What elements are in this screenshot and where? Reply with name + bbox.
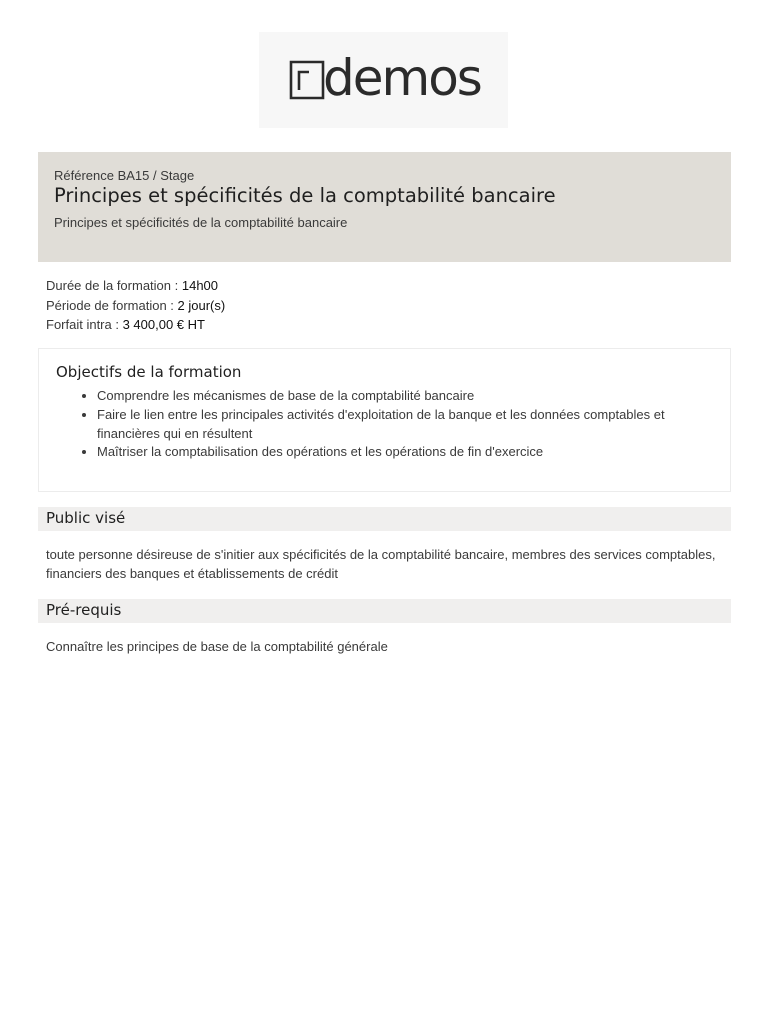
page-title: Principes et spécificités de la comptabilité bancaire xyxy=(54,184,556,207)
duration-label: Durée de la formation : xyxy=(46,278,182,293)
list-item: • Comprendre les mécanismes de base de la comptabilité bancaire xyxy=(97,387,687,406)
audience-text: toute personne désireuse de s'initier aux spécificités de la comptabilité bancaire, membres des services comptables, financiers des banques et établissements de crédit xyxy=(46,547,716,581)
audience-title: Public visé xyxy=(46,509,126,527)
prerequisites-title: Pré-requis xyxy=(46,601,122,619)
objectives-title: Objectifs de la formation xyxy=(56,363,242,381)
price-row xyxy=(46,315,225,335)
objectives-list xyxy=(97,387,687,462)
prerequisites-section-header xyxy=(38,599,731,623)
audience-section-header xyxy=(38,507,731,531)
logo-text: demos xyxy=(323,49,481,107)
course-reference: Référence BA15 / Stage xyxy=(54,168,195,183)
period-value: 2 jour(s) xyxy=(177,297,226,313)
price-value: 3 400,00 € HT xyxy=(122,317,205,332)
period-label: Période de formation : xyxy=(46,297,178,313)
list-item: • Maîtriser la comptabilisation des opérations et les opérations de fin d'exercice xyxy=(97,443,687,462)
course-header xyxy=(38,152,731,262)
course-facts xyxy=(46,276,225,335)
price-label: Forfait intra : xyxy=(46,317,123,332)
objectives-section xyxy=(38,348,731,492)
list-item: • Faire le lien entre les principales activités d'exploitation de la banque et les données comptables et financières qui en résultent xyxy=(97,406,687,444)
course-subtitle: Principes et spécificités de la comptabilité bancaire xyxy=(54,215,348,230)
duration-value: 14h00 xyxy=(181,278,219,293)
period-row xyxy=(46,296,225,316)
duration-row xyxy=(46,276,225,296)
prerequisites-text: Connaître les principes de base de la comptabilité générale xyxy=(46,639,388,654)
logo xyxy=(259,32,508,128)
logo-bracket-icon xyxy=(289,60,325,100)
